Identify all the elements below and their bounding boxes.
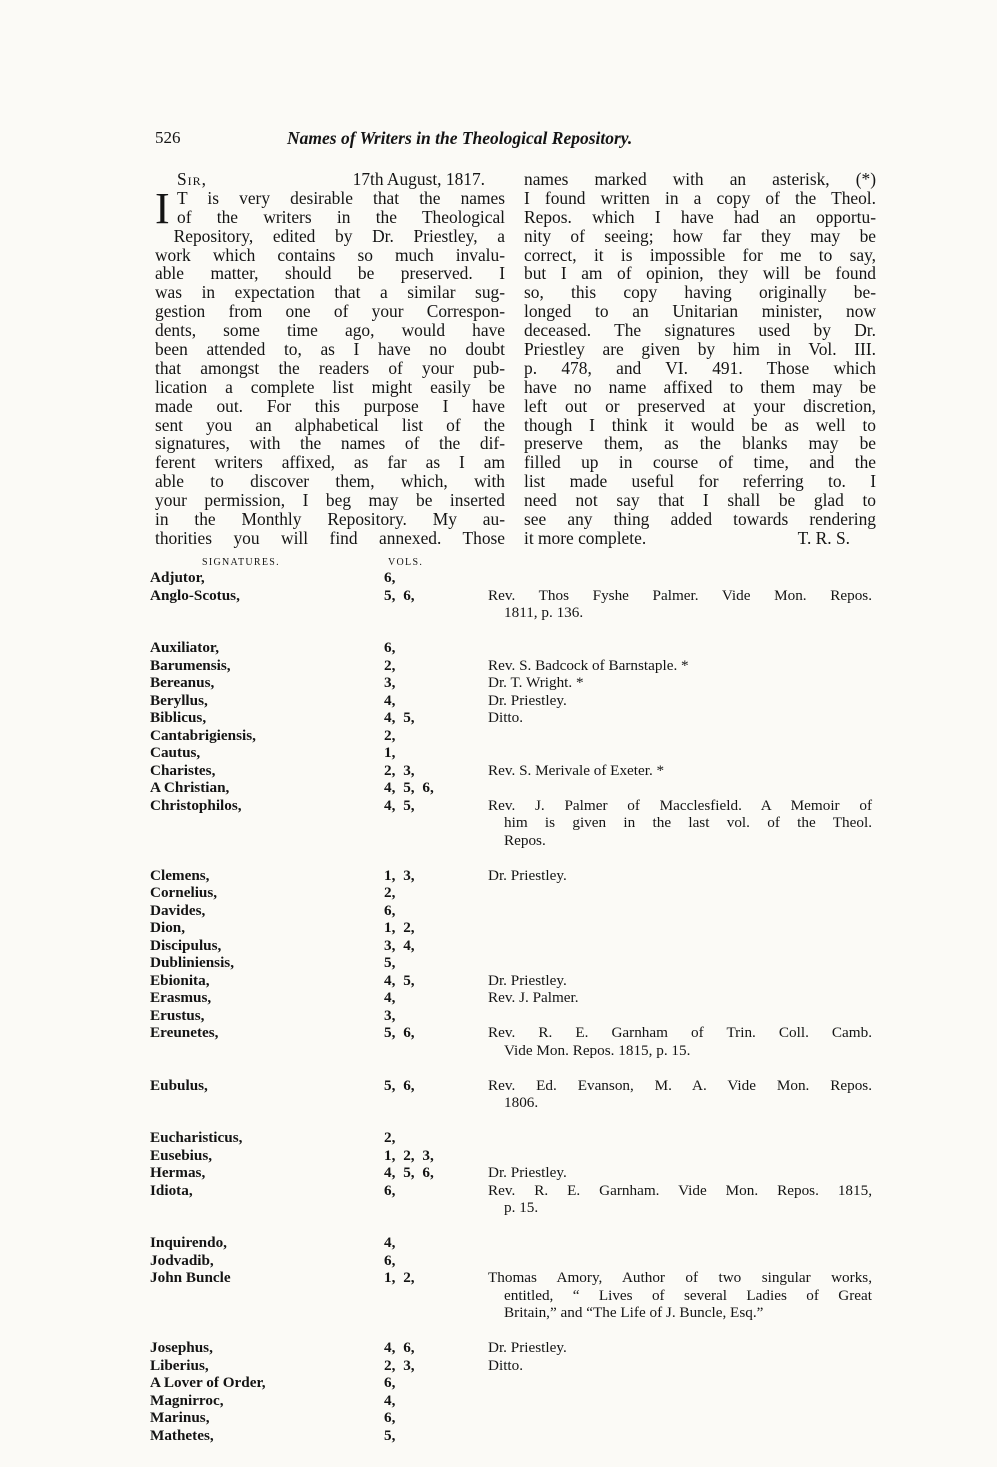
closing-line bbox=[524, 529, 876, 548]
attribution-note bbox=[488, 1024, 872, 1059]
attribution-note bbox=[488, 972, 872, 990]
note-line: Dr. Priestley. bbox=[488, 866, 567, 884]
table-row bbox=[148, 744, 878, 762]
running-header bbox=[155, 128, 880, 152]
table-row bbox=[148, 1374, 878, 1392]
text-line: though I think it would be as well to bbox=[524, 414, 876, 435]
volumes: 3, bbox=[384, 1006, 396, 1024]
vols-heading: VOLS. bbox=[388, 557, 424, 568]
signature-name: Eubulus, bbox=[150, 1076, 208, 1094]
volumes: 1, 2, 3, bbox=[384, 1146, 434, 1164]
note-line: Rev. Thos Fyshe Palmer. Vide Mon. Repos. bbox=[488, 586, 872, 604]
note-line: him is given in the last vol. of the Theol. bbox=[504, 814, 872, 831]
table-row bbox=[148, 1164, 878, 1182]
attribution-note bbox=[488, 797, 872, 850]
text-line: list made useful for referring to. I bbox=[524, 471, 876, 492]
volumes: 5, 6, bbox=[384, 1024, 415, 1041]
volumes: 1, bbox=[384, 744, 396, 761]
volumes: 4, bbox=[384, 1234, 396, 1251]
volumes: 2, 3, bbox=[384, 1356, 415, 1374]
text-line: ferent writers affixed, as far as I am bbox=[155, 452, 505, 473]
volumes: 4, bbox=[384, 989, 396, 1006]
volumes: 4, bbox=[384, 1391, 396, 1409]
text-line: correct, it is impossible for me to say, bbox=[524, 244, 876, 265]
text-line: p. 478, and VI. 491. Those which bbox=[524, 357, 876, 378]
signature-name: Dubliniensis, bbox=[150, 954, 234, 971]
text-line: so, this copy having originally be- bbox=[524, 282, 876, 303]
volumes: 5, 6, bbox=[384, 1076, 415, 1094]
volumes: 1, 3, bbox=[384, 866, 415, 884]
table-row bbox=[148, 1269, 878, 1339]
text-line: gestion from one of your Correspon- bbox=[155, 301, 505, 322]
signature-name: Erustus, bbox=[150, 1006, 205, 1024]
table-row bbox=[148, 919, 878, 937]
volumes: 3, bbox=[384, 674, 396, 691]
page-number: 526 bbox=[155, 128, 181, 147]
note-line: Dr. Priestley. bbox=[488, 691, 567, 709]
note-line: Rev. Ed. Evanson, M. A. Vide Mon. Repos. bbox=[488, 1076, 872, 1094]
signature-name: Barumensis, bbox=[150, 656, 231, 674]
text-line: left out or preserved at your discretion, bbox=[524, 395, 876, 416]
text-line: thorities you will find annexed. Those bbox=[155, 527, 505, 548]
signature-name: A Christian, bbox=[150, 779, 230, 796]
volumes: 4, 5, 6, bbox=[384, 1164, 434, 1181]
table-row bbox=[148, 1077, 878, 1130]
volumes: 1, 2, bbox=[384, 1269, 415, 1286]
note-line: Dr. Priestley. bbox=[488, 971, 567, 989]
table-row bbox=[148, 954, 878, 972]
signature-name: Mathetes, bbox=[150, 1426, 214, 1444]
note-line: Ditto. bbox=[488, 1356, 524, 1374]
note-line: Vide Mon. Repos. 1815, p. 15. bbox=[504, 1041, 691, 1059]
note-line: Dr. Priestley. bbox=[488, 1164, 567, 1181]
signature-name: Clemens, bbox=[150, 866, 210, 884]
text-line: your permission, I beg may be inserted bbox=[155, 490, 505, 511]
signature-name: A Lover of Order, bbox=[150, 1374, 266, 1391]
attribution-note bbox=[488, 1269, 872, 1322]
table-rows bbox=[148, 569, 878, 1444]
table-row bbox=[148, 937, 878, 955]
table-row bbox=[148, 884, 878, 902]
text-line: see any thing added towards rendering bbox=[524, 509, 876, 530]
signature: T. R. S. bbox=[797, 527, 850, 548]
volumes: 4, 5, 6, bbox=[384, 779, 434, 796]
signature-name: Cautus, bbox=[150, 744, 201, 761]
table-row bbox=[148, 727, 878, 745]
signature-name: Marinus, bbox=[150, 1409, 210, 1426]
signatures-table bbox=[148, 555, 878, 1444]
note-line: Rev. J. Palmer. bbox=[488, 989, 579, 1006]
text-line: lication a complete list might easily be bbox=[155, 376, 505, 397]
signature-name: Eusebius, bbox=[150, 1146, 213, 1164]
volumes: 4, 5, bbox=[384, 796, 415, 814]
text-line: T is very desirable that the names bbox=[177, 187, 505, 208]
volumes: 6, bbox=[384, 1181, 396, 1199]
signature-name: Josephus, bbox=[150, 1339, 213, 1356]
table-row bbox=[148, 989, 878, 1007]
signature-name: Beryllus, bbox=[150, 691, 208, 709]
volumes: 4, bbox=[384, 691, 396, 709]
attribution-note bbox=[488, 1182, 872, 1217]
text-line: longed to an Unitarian minister, now bbox=[524, 301, 876, 322]
note-line: Repos. bbox=[504, 831, 546, 849]
attribution-note bbox=[488, 989, 872, 1007]
text-line: was in expectation that a similar sug- bbox=[155, 282, 505, 303]
table-row bbox=[148, 1129, 878, 1147]
volumes: 2, bbox=[384, 656, 396, 674]
letter-left-column bbox=[155, 170, 505, 548]
note-line: Ditto. bbox=[488, 709, 524, 726]
salutation-line bbox=[155, 170, 505, 189]
volumes: 4, 5, bbox=[384, 709, 415, 726]
signature-name: Biblicus, bbox=[150, 709, 207, 726]
volumes: 2, 3, bbox=[384, 761, 415, 779]
text-line: signatures, with the names of the dif- bbox=[155, 433, 505, 454]
note-line: Dr. T. Wright. * bbox=[488, 674, 584, 691]
table-row bbox=[148, 1339, 878, 1357]
volumes: 2, bbox=[384, 726, 396, 744]
volumes: 3, 4, bbox=[384, 936, 415, 954]
table-row bbox=[148, 587, 878, 640]
attribution-note bbox=[488, 1357, 872, 1375]
running-title: Names of Writers in the Theological Repository. bbox=[287, 128, 633, 148]
attribution-note bbox=[488, 692, 872, 710]
text-line: filled up in course of time, and the bbox=[524, 452, 876, 473]
signature-name: Inquirendo, bbox=[150, 1234, 227, 1251]
table-row bbox=[148, 762, 878, 780]
letter-date: 17th August, 1817. bbox=[352, 169, 485, 189]
signature-name: Auxiliator, bbox=[150, 639, 220, 656]
signature-name: Cantabrigiensis, bbox=[150, 726, 256, 744]
note-line: Rev. R. E. Garnham. Vide Mon. Repos. 1815, bbox=[488, 1181, 872, 1199]
table-row bbox=[148, 1392, 878, 1410]
text-line: able to discover them, which, with bbox=[155, 471, 505, 492]
table-row bbox=[148, 1427, 878, 1445]
text-line: in the Monthly Repository. My au- bbox=[155, 509, 505, 530]
table-row bbox=[148, 797, 878, 867]
signature-name: Davides, bbox=[150, 901, 206, 919]
signature-name: Dion, bbox=[150, 919, 186, 936]
signature-name: Jodvadib, bbox=[150, 1251, 214, 1269]
text-line: able matter, should be preserved. I bbox=[155, 263, 505, 284]
volumes: 5, bbox=[384, 954, 396, 971]
table-row bbox=[148, 1182, 878, 1235]
text-line: I found written in a copy of the Theol. bbox=[524, 187, 876, 208]
attribution-note bbox=[488, 587, 872, 622]
note-line: Rev. S. Merivale of Exeter. * bbox=[488, 761, 665, 779]
attribution-note bbox=[488, 709, 872, 727]
signature-name: Ebionita, bbox=[150, 971, 210, 989]
signature-name: Anglo-Scotus, bbox=[150, 586, 240, 604]
note-line: entitled, “ Lives of several Ladies of Great bbox=[504, 1286, 872, 1304]
note-line: p. 15. bbox=[504, 1199, 539, 1216]
signature-name: Liberius, bbox=[150, 1356, 209, 1374]
note-line: Rev. R. E. Garnham of Trin. Coll. Camb. bbox=[488, 1024, 872, 1041]
table-row bbox=[148, 779, 878, 797]
drop-cap: I bbox=[155, 183, 170, 233]
volumes: 4, 5, bbox=[384, 971, 415, 989]
signature-name: Christophilos, bbox=[150, 796, 242, 814]
signature-name: Idiota, bbox=[150, 1181, 193, 1199]
signature-name: Hermas, bbox=[150, 1164, 206, 1181]
note-line: Britain,” and “The Life of J. Buncle, Esq.” bbox=[504, 1304, 764, 1321]
signature-name: Erasmus, bbox=[150, 989, 212, 1006]
text-line: dents, some time ago, would have bbox=[155, 320, 505, 341]
letter-body-left bbox=[155, 183, 505, 548]
volumes: 1, 2, bbox=[384, 919, 415, 936]
volumes: 6, bbox=[384, 569, 396, 586]
note-line: 1811, p. 136. bbox=[504, 604, 584, 621]
text-line: that amongst the readers of your pub- bbox=[155, 357, 505, 378]
table-row bbox=[148, 639, 878, 657]
closing-text: it more complete. bbox=[524, 527, 647, 548]
attribution-note bbox=[488, 674, 872, 692]
text-line: have no name affixed to them may be bbox=[524, 376, 876, 397]
table-row bbox=[148, 867, 878, 885]
volumes: 6, bbox=[384, 1409, 396, 1426]
signature-name: Magnirroc, bbox=[150, 1391, 224, 1409]
table-row bbox=[148, 1024, 878, 1077]
signature-name: Adjutor, bbox=[150, 569, 205, 586]
signature-name: Ereunetes, bbox=[150, 1024, 219, 1041]
volumes: 2, bbox=[384, 884, 396, 901]
table-row bbox=[148, 902, 878, 920]
letter-body-right bbox=[524, 170, 876, 529]
signature-name: John Buncle bbox=[150, 1269, 231, 1286]
attribution-note bbox=[488, 867, 872, 885]
table-row bbox=[148, 1147, 878, 1165]
text-line: been attended to, as I have no doubt bbox=[155, 339, 505, 360]
salutation: Sir, bbox=[177, 169, 208, 189]
text-line: sent you an alphabetical list of the bbox=[155, 414, 505, 435]
volumes: 6, bbox=[384, 1374, 396, 1391]
attribution-note bbox=[488, 1164, 872, 1182]
text-line: work which contains so much invalu- bbox=[155, 244, 505, 265]
table-row bbox=[148, 1357, 878, 1375]
attribution-note bbox=[488, 657, 872, 675]
text-line: deceased. The signatures used by Dr. bbox=[524, 320, 876, 341]
note-line: Dr. Priestley. bbox=[488, 1339, 567, 1356]
text-line: Repository, edited by Dr. Priestley, a bbox=[173, 225, 505, 246]
table-row bbox=[148, 657, 878, 675]
attribution-note bbox=[488, 1339, 872, 1357]
volumes: 2, bbox=[384, 1129, 396, 1146]
table-row bbox=[148, 1007, 878, 1025]
text-line: made out. For this purpose I have bbox=[155, 395, 505, 416]
text-line: but I am of opinion, they will be found bbox=[524, 263, 876, 284]
note-line: 1806. bbox=[504, 1094, 539, 1111]
table-header bbox=[148, 555, 878, 569]
table-row bbox=[148, 674, 878, 692]
table-row bbox=[148, 972, 878, 990]
signature-name: Charistes, bbox=[150, 761, 216, 779]
table-row bbox=[148, 1252, 878, 1270]
table-row bbox=[148, 1409, 878, 1427]
table-row bbox=[148, 709, 878, 727]
text-line: of the writers in the Theological bbox=[177, 206, 505, 227]
signature-name: Cornelius, bbox=[150, 884, 218, 901]
volumes: 6, bbox=[384, 639, 396, 656]
text-line: nity of seeing; how far they may be bbox=[524, 225, 876, 246]
attribution-note bbox=[488, 762, 872, 780]
text-line: preserve them, as the blanks may be bbox=[524, 433, 876, 454]
text-line: names marked with an asterisk, (*) bbox=[524, 169, 876, 189]
signatures-heading: SIGNATURES. bbox=[202, 557, 280, 568]
volumes: 6, bbox=[384, 1251, 396, 1269]
signature-name: Discipulus, bbox=[150, 936, 222, 954]
volumes: 4, 6, bbox=[384, 1339, 415, 1356]
text-line: Priestley are given by him in Vol. III. bbox=[524, 339, 876, 360]
text-line: Repos. which I have had an opportu- bbox=[524, 206, 876, 227]
letter-right-column bbox=[524, 170, 876, 548]
signature-name: Bereanus, bbox=[150, 674, 215, 691]
table-row bbox=[148, 569, 878, 587]
volumes: 6, bbox=[384, 901, 396, 919]
volumes: 5, 6, bbox=[384, 586, 415, 604]
attribution-note bbox=[488, 1077, 872, 1112]
volumes: 5, bbox=[384, 1426, 396, 1444]
signature-name: Eucharisticus, bbox=[150, 1129, 243, 1146]
table-row bbox=[148, 1234, 878, 1252]
text-line: need not say that I shall be glad to bbox=[524, 490, 876, 511]
note-line: Thomas Amory, Author of two singular works, bbox=[488, 1269, 872, 1286]
note-line: Rev. S. Badcock of Barnstaple. * bbox=[488, 656, 689, 674]
note-line: Rev. J. Palmer of Macclesfield. A Memoir of bbox=[488, 796, 872, 814]
table-row bbox=[148, 692, 878, 710]
